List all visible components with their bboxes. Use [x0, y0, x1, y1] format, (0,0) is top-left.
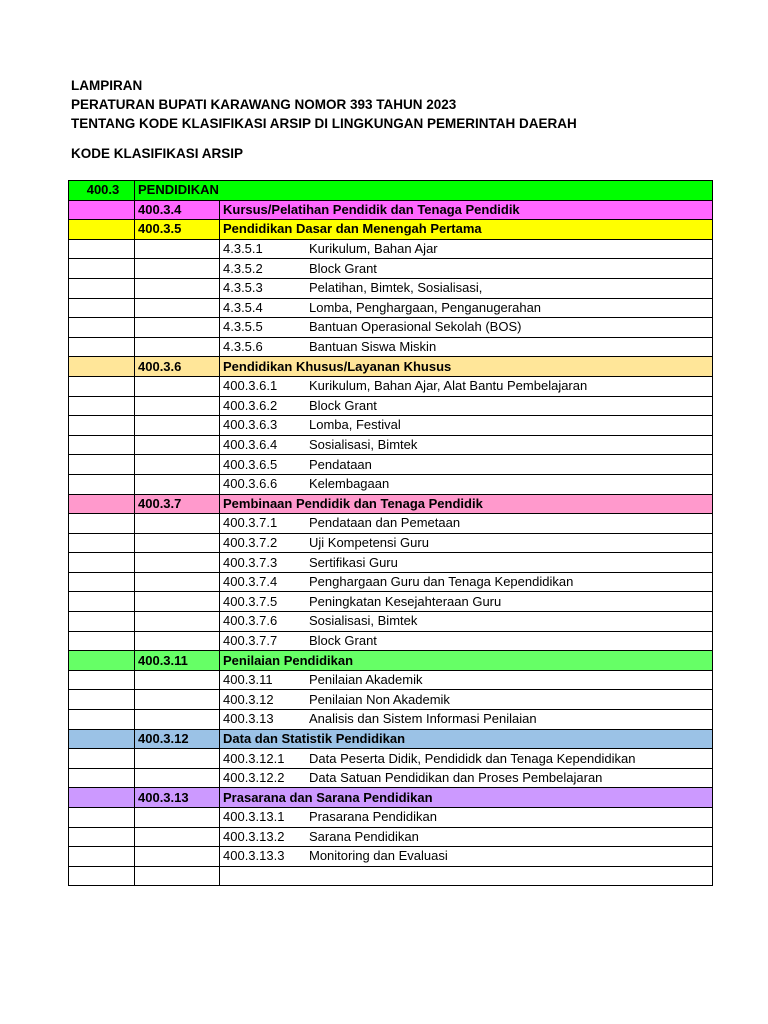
empty-cell [69, 514, 135, 534]
table-row [69, 631, 713, 651]
classification-table-body [69, 181, 713, 886]
empty-cell [69, 376, 135, 396]
item-title: Kurikulum, Bahan Ajar, Alat Bantu Pembelajaran [309, 378, 588, 394]
item-code: 400.3.7.7 [223, 632, 278, 648]
empty-cell [135, 612, 220, 632]
item-cell [220, 376, 713, 396]
item-code: 400.3.6.1 [223, 378, 278, 394]
table-row [69, 592, 713, 612]
table-row [69, 827, 713, 847]
empty-cell [135, 376, 220, 396]
item-cell [220, 435, 713, 455]
header-regulation-title: PERATURAN BUPATI KARAWANG NOMOR 393 TAHUN 2023 [71, 97, 457, 112]
empty-cell [69, 200, 135, 220]
item-cell [220, 592, 713, 612]
item-cell [220, 239, 713, 259]
group-code: 400.3.6 [135, 357, 220, 377]
empty-cell [135, 768, 220, 788]
empty-cell [69, 337, 135, 357]
table-row [69, 474, 713, 494]
empty-cell [69, 220, 135, 240]
item-title: Block Grant [309, 397, 377, 413]
item-title: Peningkatan Kesejahteraan Guru [309, 593, 502, 609]
item-code: 400.3.12 [223, 691, 274, 707]
item-title: Pelatihan, Bimtek, Sosialisasi, [309, 280, 483, 296]
empty-cell [69, 357, 135, 377]
empty-cell [69, 710, 135, 730]
table-row-group [69, 357, 713, 377]
empty-cell [135, 690, 220, 710]
empty-cell [69, 298, 135, 318]
table-row-group [69, 200, 713, 220]
group-code: 400.3.5 [135, 220, 220, 240]
item-cell [220, 749, 713, 769]
item-code: 400.3.7.1 [223, 515, 278, 531]
group-title: Data dan Statistik Pendidikan [220, 729, 713, 749]
item-title: Bantuan Siswa Miskin [309, 339, 437, 355]
item-title: Analisis dan Sistem Informasi Penilaian [309, 711, 537, 727]
header-regulation-subject: TENTANG KODE KLASIFIKASI ARSIP DI LINGKUNGAN PEMERINTAH DAERAH [71, 116, 577, 131]
item-cell [220, 827, 713, 847]
empty-cell [135, 318, 220, 338]
item-title: Sosialisasi, Bimtek [309, 613, 418, 629]
empty-cell [135, 808, 220, 828]
item-cell [220, 612, 713, 632]
table-row-empty [69, 866, 713, 886]
group-title: Pendidikan Dasar dan Menengah Pertama [220, 220, 713, 240]
item-code: 4.3.5.3 [223, 280, 263, 296]
item-cell [220, 474, 713, 494]
item-code: 4.3.5.1 [223, 241, 263, 257]
empty-cell [135, 670, 220, 690]
table-row [69, 768, 713, 788]
item-code: 400.3.7.6 [223, 613, 278, 629]
item-code: 400.3.12.2 [223, 770, 285, 786]
empty-cell [135, 631, 220, 651]
item-cell [220, 553, 713, 573]
empty-cell [135, 866, 220, 886]
group-title: Kursus/Pelatihan Pendidik dan Tenaga Pendidik [220, 200, 713, 220]
item-title: Penilaian Non Akademik [309, 691, 450, 707]
empty-cell [69, 670, 135, 690]
empty-cell [69, 827, 135, 847]
group-title: Penilaian Pendidikan [220, 651, 713, 671]
empty-cell [69, 318, 135, 338]
empty-cell [69, 690, 135, 710]
table-row-group [69, 220, 713, 240]
table-row-group [69, 729, 713, 749]
item-code: 4.3.5.5 [223, 319, 263, 335]
empty-cell [69, 278, 135, 298]
table-row [69, 259, 713, 279]
item-title: Data Peserta Didik, Pendididk dan Tenaga Kependidikan [309, 750, 636, 766]
empty-cell [69, 455, 135, 475]
item-code: 4.3.5.4 [223, 299, 263, 315]
item-cell [220, 670, 713, 690]
item-title: Kelembagaan [309, 476, 390, 492]
group-code: 400.3.7 [135, 494, 220, 514]
document-header [71, 76, 577, 133]
item-cell [220, 514, 713, 534]
empty-cell [69, 435, 135, 455]
table-row [69, 318, 713, 338]
table-row [69, 514, 713, 534]
empty-cell [69, 651, 135, 671]
table-row [69, 337, 713, 357]
table-row [69, 847, 713, 867]
table-row [69, 749, 713, 769]
group-title: Prasarana dan Sarana Pendidikan [220, 788, 713, 808]
empty-cell [220, 866, 713, 886]
item-code: 400.3.7.5 [223, 593, 278, 609]
item-code: 4.3.5.6 [223, 339, 263, 355]
empty-cell [135, 239, 220, 259]
empty-cell [135, 259, 220, 279]
item-cell [220, 416, 713, 436]
table-row [69, 533, 713, 553]
table-row-group [69, 651, 713, 671]
empty-cell [135, 710, 220, 730]
item-cell [220, 808, 713, 828]
item-title: Prasarana Pendidikan [309, 809, 437, 825]
item-title: Block Grant [309, 260, 377, 276]
classification-table [68, 180, 713, 886]
empty-cell [135, 298, 220, 318]
item-code: 400.3.6.2 [223, 397, 278, 413]
item-code: 400.3.13.2 [223, 828, 285, 844]
empty-cell [135, 337, 220, 357]
empty-cell [69, 396, 135, 416]
empty-cell [135, 553, 220, 573]
item-title: Sertifikasi Guru [309, 554, 398, 570]
empty-cell [69, 866, 135, 886]
empty-cell [135, 416, 220, 436]
item-code: 400.3.7.4 [223, 574, 278, 590]
item-title: Lomba, Penghargaan, Penganugerahan [309, 299, 542, 315]
item-code: 400.3.6.3 [223, 417, 278, 433]
group-code: 400.3.12 [135, 729, 220, 749]
empty-cell [69, 474, 135, 494]
empty-cell [69, 533, 135, 553]
item-title: Data Satuan Pendidikan dan Proses Pembelajaran [309, 770, 603, 786]
table-row [69, 416, 713, 436]
item-cell [220, 690, 713, 710]
empty-cell [69, 612, 135, 632]
empty-cell [135, 592, 220, 612]
group-title: Pembinaan Pendidik dan Tenaga Pendidik [220, 494, 713, 514]
table-row [69, 710, 713, 730]
item-code: 400.3.6.4 [223, 437, 278, 453]
item-cell [220, 572, 713, 592]
empty-cell [135, 514, 220, 534]
empty-cell [69, 239, 135, 259]
item-cell [220, 318, 713, 338]
empty-cell [135, 455, 220, 475]
table-row [69, 298, 713, 318]
top-category-code: 400.3 [69, 181, 135, 201]
empty-cell [135, 847, 220, 867]
item-title: Block Grant [309, 632, 377, 648]
item-title: Pendataan [309, 456, 372, 472]
empty-cell [135, 396, 220, 416]
empty-cell [69, 729, 135, 749]
group-code: 400.3.11 [135, 651, 220, 671]
item-code: 4.3.5.2 [223, 260, 263, 276]
section-heading: KODE KLASIFIKASI ARSIP [71, 146, 244, 161]
table-row [69, 572, 713, 592]
table-row [69, 239, 713, 259]
empty-cell [135, 435, 220, 455]
table-row [69, 553, 713, 573]
table-row [69, 435, 713, 455]
empty-cell [69, 553, 135, 573]
item-cell [220, 337, 713, 357]
empty-cell [135, 749, 220, 769]
item-cell [220, 533, 713, 553]
item-code: 400.3.6.6 [223, 476, 278, 492]
table-row [69, 455, 713, 475]
table-row [69, 612, 713, 632]
group-title: Pendidikan Khusus/Layanan Khusus [220, 357, 713, 377]
empty-cell [135, 572, 220, 592]
item-title: Penghargaan Guru dan Tenaga Kependidikan [309, 574, 574, 590]
item-title: Penilaian Akademik [309, 672, 423, 688]
item-title: Lomba, Festival [309, 417, 401, 433]
table-row-group [69, 494, 713, 514]
empty-cell [69, 788, 135, 808]
item-cell [220, 847, 713, 867]
item-code: 400.3.12.1 [223, 750, 285, 766]
item-title: Kurikulum, Bahan Ajar [309, 241, 438, 257]
item-title: Sosialisasi, Bimtek [309, 437, 418, 453]
table-row-top-category [69, 181, 713, 201]
item-cell [220, 768, 713, 788]
empty-cell [69, 631, 135, 651]
item-code: 400.3.13.1 [223, 809, 285, 825]
table-row [69, 396, 713, 416]
empty-cell [69, 808, 135, 828]
empty-cell [135, 278, 220, 298]
empty-cell [135, 533, 220, 553]
empty-cell [69, 749, 135, 769]
item-title: Monitoring dan Evaluasi [309, 848, 448, 864]
empty-cell [69, 416, 135, 436]
header-lampiran: LAMPIRAN [71, 78, 143, 93]
empty-cell [135, 474, 220, 494]
item-code: 400.3.11 [223, 672, 273, 688]
item-cell [220, 396, 713, 416]
empty-cell [69, 494, 135, 514]
item-cell [220, 455, 713, 475]
item-title: Pendataan dan Pemetaan [309, 515, 461, 531]
item-code: 400.3.13.3 [223, 848, 285, 864]
empty-cell [69, 592, 135, 612]
empty-cell [69, 847, 135, 867]
item-cell [220, 710, 713, 730]
empty-cell [69, 572, 135, 592]
item-code: 400.3.7.3 [223, 554, 278, 570]
item-code: 400.3.7.2 [223, 534, 278, 550]
table-row [69, 690, 713, 710]
empty-cell [69, 768, 135, 788]
item-cell [220, 278, 713, 298]
table-row-group [69, 788, 713, 808]
item-title: Uji Kompetensi Guru [309, 534, 429, 550]
group-code: 400.3.13 [135, 788, 220, 808]
group-code: 400.3.4 [135, 200, 220, 220]
empty-cell [135, 827, 220, 847]
table-row [69, 808, 713, 828]
item-code: 400.3.13 [223, 711, 274, 727]
item-cell [220, 259, 713, 279]
empty-cell [69, 259, 135, 279]
item-title: Bantuan Operasional Sekolah (BOS) [309, 319, 522, 335]
top-category-name: PENDIDIKAN [135, 181, 713, 201]
table-row [69, 670, 713, 690]
item-title: Sarana Pendidikan [309, 828, 419, 844]
table-row [69, 376, 713, 396]
table-row [69, 278, 713, 298]
item-cell [220, 631, 713, 651]
item-cell [220, 298, 713, 318]
item-code: 400.3.6.5 [223, 456, 278, 472]
